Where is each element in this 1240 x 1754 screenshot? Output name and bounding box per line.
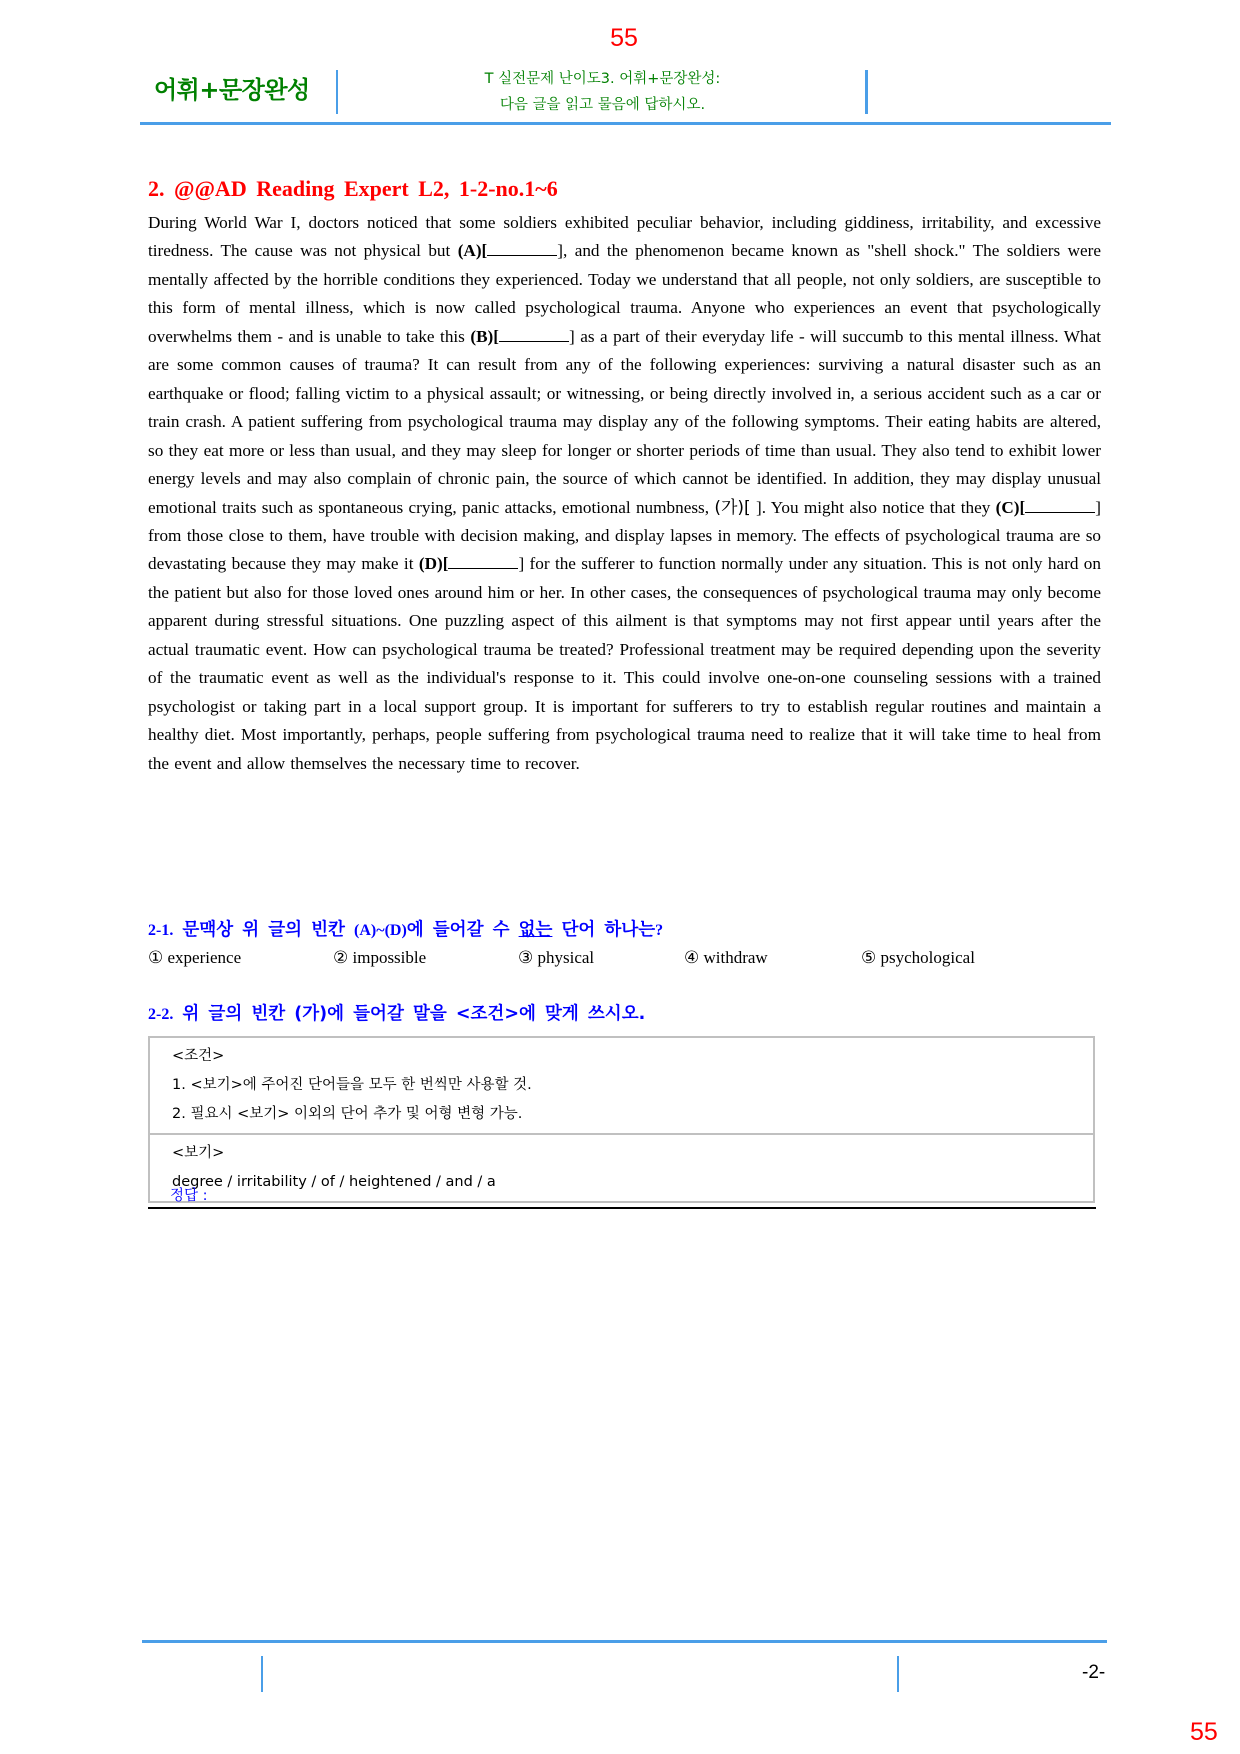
answer-line[interactable] — [148, 1207, 1096, 1209]
condition-item-2: 2. 필요시 <보기> 이외의 단어 추가 및 어형 변형 가능. — [172, 1106, 523, 1122]
passage-text: During World War I, doctors noticed that some soldiers exhibited peculiar behavior, including giddiness, irritability, and excessive tiredness. The cause was not physical but — [148, 213, 1101, 261]
question-2-1 — [148, 916, 663, 941]
question-number: 2-2. — [148, 1006, 174, 1023]
option-5[interactable] — [861, 948, 975, 968]
condition-item-1: 1. <보기>에 주어진 단어들을 모두 한 번씩만 사용할 것. — [172, 1077, 532, 1093]
reading-passage — [148, 209, 1101, 778]
question-text: 위 글의 빈칸 — [173, 1004, 295, 1024]
header-divider-right — [865, 70, 868, 114]
question-text: 문맥상 위 글의 빈칸 — [173, 920, 355, 940]
question-mark: ? — [655, 922, 664, 939]
answer-label: 정답 : — [170, 1188, 208, 1204]
conditions-section — [150, 1038, 1093, 1133]
option-marker: ② — [333, 948, 349, 967]
conditions-title: <조건> — [172, 1048, 225, 1064]
option-2[interactable] — [333, 948, 426, 968]
passage-text: ] for the sufferer to function normally under any situation. This is not only hard on the patient but also for those loved ones around him or her. In other cases, the consequences of psychological trauma may only become apparent during stressful situations. One puzzling aspect of this ailment is that symptoms may not first appear until years after the actual traumatic event. How can psychological trauma be treated? Professional treatment may be required depending upon the severity of the traumatic event as well as the individual's response to it. This could involve one-on-one counseling sessions with a trained psychologist or taking part in a local support group. It is important for sufferers to try to establish regular routines and maintain a healthy diet. Most importantly, perhaps, people suffering from psychological trauma need to realize that it will take time to heal from the event and allow themselves the necessary time to recover. — [148, 554, 1101, 773]
header-rule — [140, 122, 1111, 125]
option-label: impossible — [352, 948, 427, 967]
passage-text: ], and the phenomenon became known as "shell shock." The soldiers were mentally affected by the horrible conditions they experienced. Today we understand that all people, not only soldiers, are susceptible to this form of mental illness, which is now called psychological trauma. Anyone who experiences an event that psychologically overwhelms them - and is unable to take this — [148, 241, 1102, 346]
blank-a — [487, 239, 557, 256]
option-marker: ④ — [684, 948, 700, 967]
page-number-top: 55 — [610, 24, 638, 52]
header-instruction-line2: 다음 글을 읽고 물음에 답하시오. — [499, 97, 706, 113]
word-bank-title: <보기> — [172, 1145, 225, 1161]
page-number-bottom: 55 — [1190, 1718, 1218, 1746]
header-instruction-line1: T 실전문제 난이도3. 어휘+문장완성: — [484, 71, 721, 87]
header-title: 어휘+문장완성 — [154, 76, 310, 104]
passage-text: ] from those close to them, have trouble with decision making, and display lapses in memory. The effects of psychological trauma are so devastating because they may make it — [148, 497, 1101, 574]
question-text: 에 들어갈 말을 <조건>에 맞게 쓰시오. — [327, 1004, 646, 1024]
question-text: 에 들어갈 수 — [406, 920, 519, 940]
word-bank-section — [150, 1133, 1093, 1201]
blank-c — [1025, 496, 1095, 513]
question-emphasis: 없는 — [518, 920, 553, 940]
footer-page-number: -2- — [1082, 1662, 1106, 1683]
question-blank: (가) — [294, 1004, 328, 1024]
section-heading: 2. @@AD Reading Expert L2, 1-2-no.1~6 — [148, 176, 558, 201]
option-3[interactable] — [518, 948, 594, 968]
question-2-2 — [148, 1000, 645, 1025]
blank-b-label: (B)[ — [470, 326, 499, 346]
passage-text: ] as a part of their everyday life - will succumb to this mental illness. What are some common causes of trauma? It can result from any of the following experiences: surviving a natural disaster such as an earthquake or flood; falling victim to a physical assault; or witnessing, or being directly involved in, a serious accident such as a car or train crash. A patient suffering from psychological trauma may display any of the following symptoms. Their eating habits are altered, so they eat more or less than usual, and they may sleep for longer or shorter periods of time than usual. They also tend to exhibit lower energy levels and may also complain of chronic pain, the source of which cannot be identified. In addition, they may display unusual emotional traits such as spontaneous crying, panic attacks, emotional numbness, — [148, 326, 1101, 517]
footer-divider-right — [897, 1656, 899, 1692]
blank-d — [448, 552, 518, 569]
footer-rule — [142, 1640, 1107, 1643]
blank-b — [499, 325, 569, 342]
word-bank-words: degree / irritability / of / heightened / and / a — [172, 1174, 496, 1190]
question-text: 단어 하나는 — [552, 920, 656, 940]
question-range: (A)~(D) — [354, 922, 407, 939]
option-4[interactable] — [684, 948, 768, 968]
blank-d-label: (D)[ — [418, 554, 449, 574]
option-marker: ③ — [518, 948, 534, 967]
option-marker: ① — [148, 948, 164, 967]
blank-c-label: (C)[ — [995, 497, 1026, 517]
question-number: 2-1. — [148, 922, 174, 939]
option-1[interactable] — [148, 948, 241, 968]
option-marker: ⑤ — [861, 948, 877, 967]
option-label: physical — [537, 948, 595, 967]
option-label: withdraw — [703, 948, 768, 967]
footer-divider-left — [261, 1656, 263, 1692]
blank-a-label: (A)[ — [457, 241, 488, 261]
header-instructions — [340, 66, 865, 118]
passage-text: ]. You might also notice that they — [750, 497, 996, 517]
conditions-box — [148, 1036, 1095, 1203]
header-divider-left — [336, 70, 338, 114]
blank-ga-label: (가)[ — [714, 497, 751, 518]
option-label: experience — [167, 948, 242, 967]
option-label: psychological — [880, 948, 975, 967]
